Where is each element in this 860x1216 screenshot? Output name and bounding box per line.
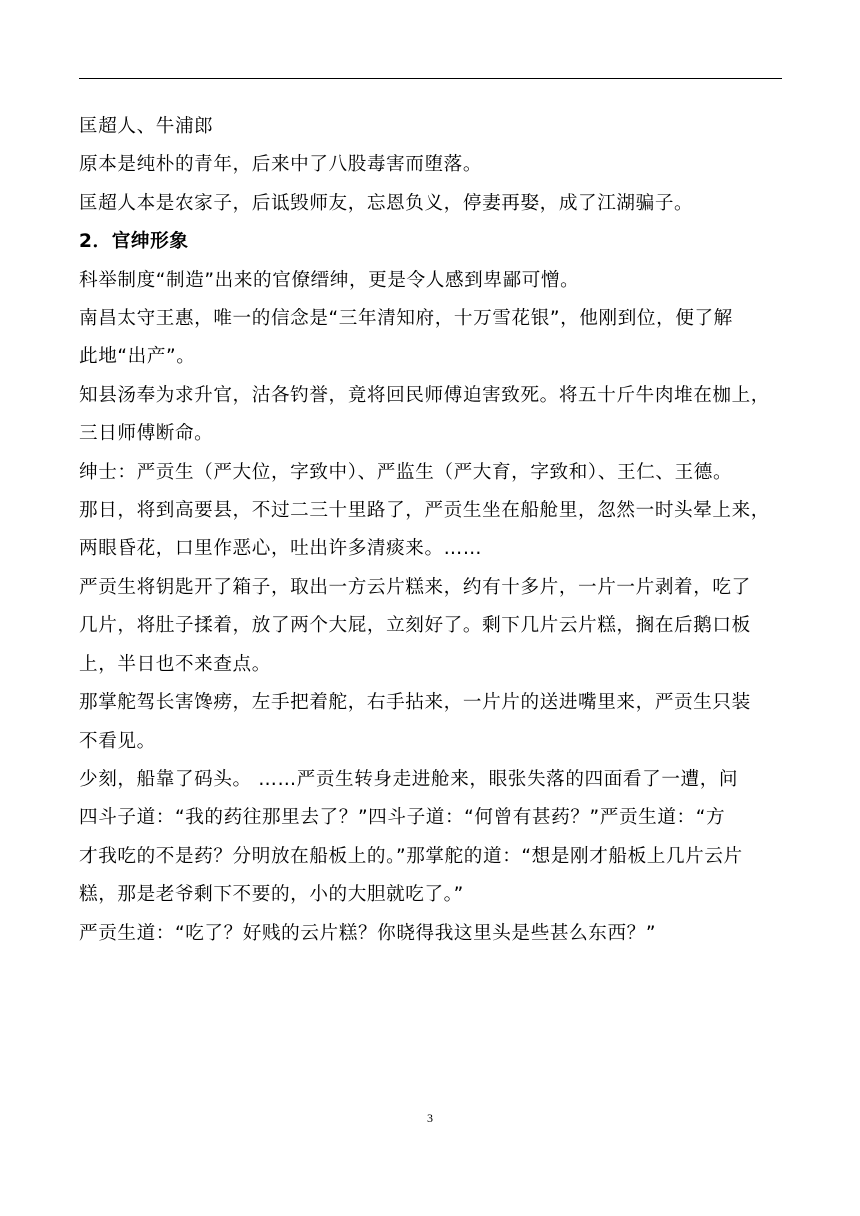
text-line: 糕，那是老爷剩下不要的，小的大胆就吃了。” [79, 884, 464, 906]
text-line: 2．官绅形象 [79, 231, 189, 253]
text-line: 科举制度“制造”出来的官僚缙绅，更是令人感到卑鄙可憎。 [79, 269, 580, 291]
text-line: 三日师傅断命。 [79, 423, 214, 445]
text-line: 原本是纯朴的青年，后来中了八股毒害而堕落。 [79, 154, 483, 176]
paragraph [79, 761, 787, 915]
text-line: 上，半日也不来查点。 [79, 653, 271, 675]
paragraph [79, 492, 787, 569]
text-line: 几片，将肚子揉着，放了两个大屁，立刻好了。剩下几片云片糕，搁在后鹅口板 [79, 615, 751, 637]
text-line: 知县汤奉为求升官，沽各钓誉，竟将回民师傅迫害致死。将五十斤牛肉堆在枷上， [79, 384, 770, 406]
section-heading [79, 223, 787, 261]
document-body [79, 108, 787, 953]
text-line: 不看见。 [79, 730, 156, 752]
text-line: 匡超人、牛浦郎 [79, 116, 214, 137]
text-line: 南昌太守王惠，唯一的信念是“三年清知府，十万雪花银”，他刚到位，便了解 [79, 308, 733, 330]
paragraph [79, 569, 787, 684]
text-line: 那掌舵驾长害馋痨，左手把着舵，右手拈来，一片片的送进嘴里来，严贡生只装 [79, 692, 751, 714]
text-line: 才我吃的不是药？分明放在船板上的。”那掌舵的道：“想是刚才船板上几片云片 [79, 845, 743, 867]
paragraph [79, 377, 787, 454]
paragraph [79, 454, 787, 492]
text-line: 四斗子道：“我的药往那里去了？”四斗子道：“何曾有甚药？”严贡生道：“方 [79, 807, 726, 829]
page-number: 3 [427, 1111, 433, 1125]
text-line: 两眼昏花，口里作恶心，吐出许多清痰来。…… [79, 538, 483, 560]
paragraph [79, 300, 787, 377]
paragraph [79, 684, 787, 761]
paragraph [79, 146, 787, 184]
text-line: 绅士：严贡生（严大位，字致中）、严监生（严大育，字致和）、王仁、王德。 [79, 461, 733, 483]
header-rule [79, 78, 782, 79]
paragraph [79, 915, 787, 953]
text-line: 严贡生道：“吃了？好贱的云片糕？你晓得我这里头是些甚么东西？” [79, 922, 657, 944]
text-line: 严贡生将钥匙开了箱子，取出一方云片糕来，约有十多片，一片一片剥着，吃了 [79, 576, 751, 598]
paragraph [79, 262, 787, 300]
paragraph [79, 185, 787, 223]
text-line: 那日，将到高要县，不过二三十里路了，严贡生坐在船舱里，忽然一时头晕上来， [79, 500, 770, 522]
paragraph [79, 108, 787, 146]
text-line: 少刻，船靠了码头。 ……严贡生转身走进舱来，眼张失落的四面看了一遭，问 [79, 768, 739, 790]
text-line: 匡超人本是农家子，后诋毁师友，忘恩负义，停妻再娶，成了江湖骗子。 [79, 192, 694, 214]
text-line: 此地“出产”。 [79, 346, 196, 368]
